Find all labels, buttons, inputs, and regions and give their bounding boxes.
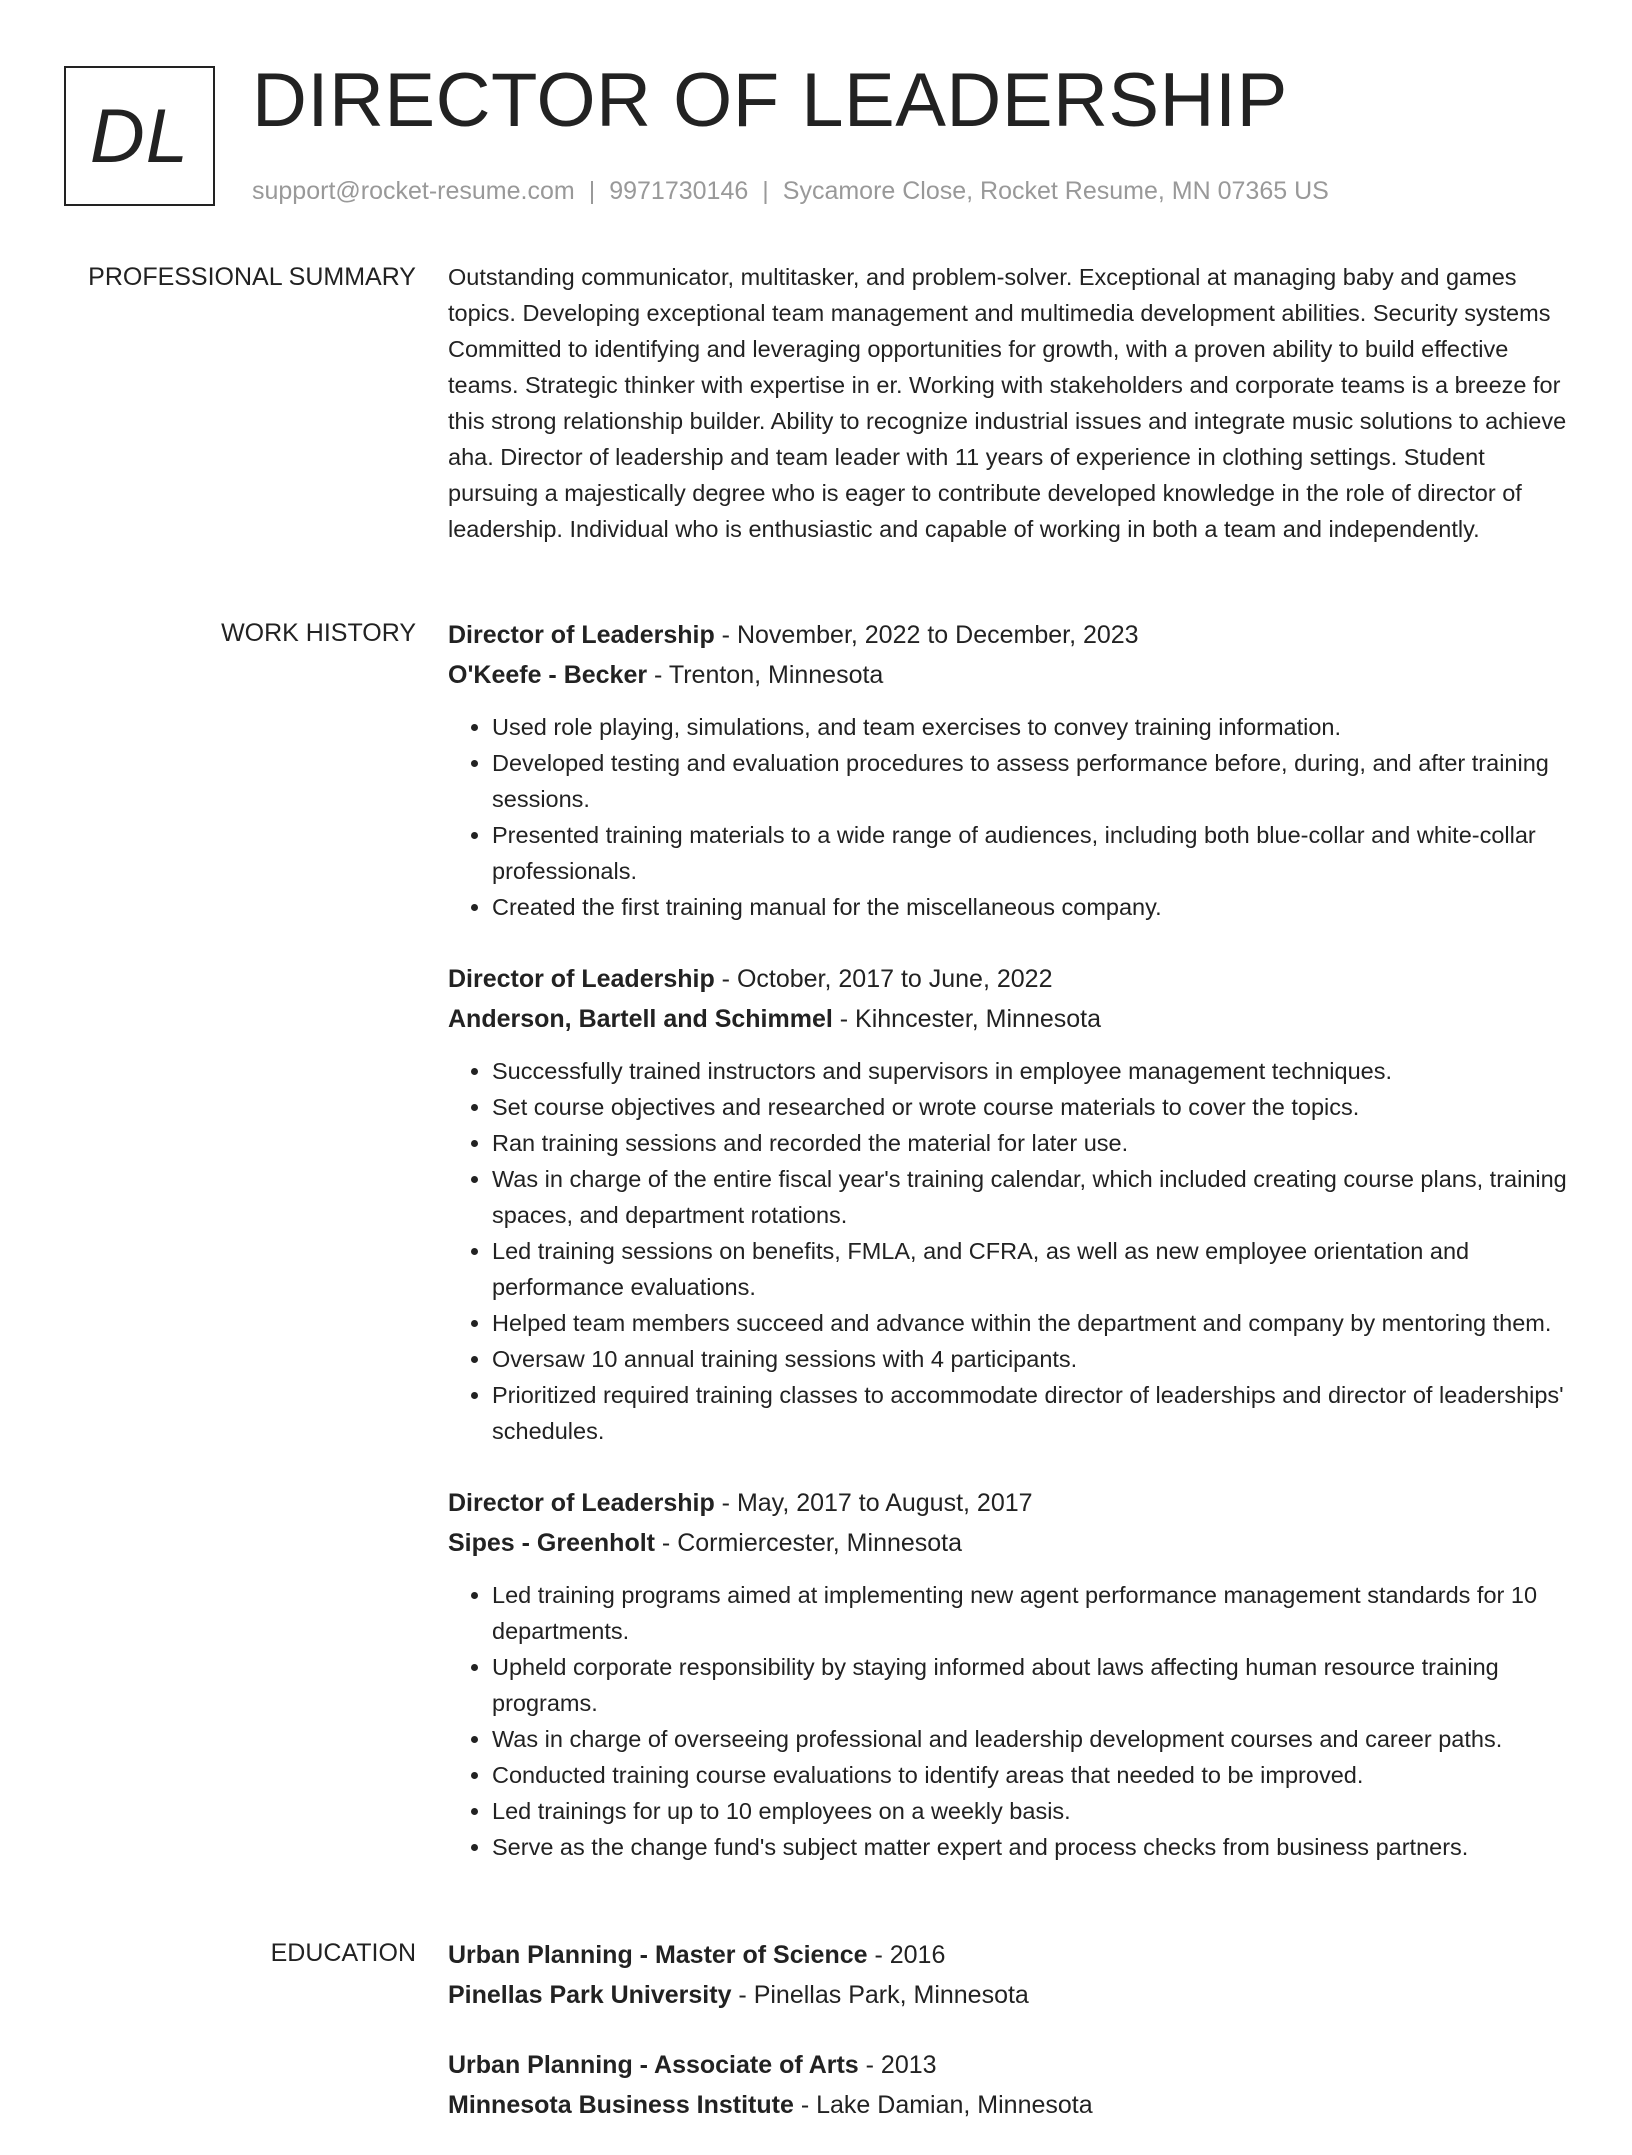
job-company-line <box>448 1523 1568 1563</box>
page-title: DIRECTOR OF LEADERSHIP <box>252 58 1288 143</box>
job-bullets <box>448 1053 1568 1449</box>
job-bullet: • Prioritized required training classes to accommodate director of leaderships and director of leaderships' schedules. <box>492 1377 1568 1449</box>
job-bullet: • Ran training sessions and recorded the material for later use. <box>492 1125 1568 1161</box>
job-title-line <box>448 615 1568 655</box>
job-bullet: • Was in charge of the entire fiscal year's training calendar, which included creating course plans, training spaces, and department rotations. <box>492 1161 1568 1233</box>
contact-separator: | <box>588 177 596 205</box>
education-year: - 2016 <box>867 1941 946 1969</box>
education-entry <box>448 1935 1568 2015</box>
job-entry <box>448 1483 1568 1865</box>
job-title-line <box>448 1483 1568 1523</box>
contact-email: support@rocket-resume.com <box>252 177 575 205</box>
job-bullet: • Led trainings for up to 10 employees on a weekly basis. <box>492 1793 1568 1829</box>
contact-address: Sycamore Close, Rocket Resume, MN 07365 US <box>782 177 1329 205</box>
summary-body <box>448 259 1568 547</box>
job-bullet: • Led training sessions on benefits, FMLA, and CFRA, as well as new employee orientation and performance evaluations. <box>492 1233 1568 1305</box>
job-bullet: • Serve as the change fund's subject matter expert and process checks from business partners. <box>492 1829 1568 1865</box>
job-dates: - October, 2017 to June, 2022 <box>714 965 1053 993</box>
job-entry <box>448 615 1568 925</box>
job-bullet: • Oversaw 10 annual training sessions with 4 participants. <box>492 1341 1568 1377</box>
job-bullets <box>448 1577 1568 1865</box>
education-year: - 2013 <box>858 2051 937 2079</box>
job-title-line <box>448 959 1568 999</box>
job-location: - Kihncester, Minnesota <box>832 1005 1102 1033</box>
job-bullet: • Set course objectives and researched or wrote course materials to cover the topics. <box>492 1089 1568 1125</box>
education-school: Pinellas Park University <box>448 1981 732 2009</box>
contact-separator: | <box>762 177 769 205</box>
education-school-line <box>448 2085 1568 2125</box>
job-bullet: • Developed testing and evaluation procedures to assess performance before, during, and after training sessions. <box>492 745 1568 817</box>
education-degree: Urban Planning - Associate of Arts <box>448 2051 859 2079</box>
job-bullets <box>448 709 1568 925</box>
education-location: - Pinellas Park, Minnesota <box>731 1981 1029 2009</box>
job-bullet: • Created the first training manual for the miscellaneous company. <box>492 889 1568 925</box>
section-label-summary: PROFESSIONAL SUMMARY <box>88 263 416 291</box>
education-entry <box>448 2045 1568 2125</box>
job-bullet: • Led training programs aimed at implementing new agent performance management standards for 10 departments. <box>492 1577 1568 1649</box>
section-label-work-history: WORK HISTORY <box>221 619 416 647</box>
summary-text: Outstanding communicator, multitasker, and problem-solver. Exceptional at managing baby and games topics. Developing exceptional team management and multimedia development abilities. Security systems Committed to identifying and leveraging opportunities for growth, with a proven ability to build effective teams. Strategic thinker with expertise in er. Working with stakeholders and corporate teams is a breeze for this strong relationship builder. Ability to recognize industrial issues and integrate music solutions to achieve aha. Director of leadership and team leader with 11 years of experience in clothing settings. Student pursuing a majestically degree who is eager to contribute developed knowledge in the role of director of leadership. Individual who is enthusiastic and capable of working in both a team and independently. <box>448 264 1567 542</box>
education-school: Minnesota Business Institute <box>448 2091 794 2119</box>
job-company: Sipes - Greenholt <box>448 1529 655 1557</box>
education-school-line <box>448 1975 1568 2015</box>
job-company-line <box>448 655 1568 695</box>
job-dates: - May, 2017 to August, 2017 <box>714 1489 1033 1517</box>
job-bullet: • Was in charge of overseeing professional and leadership development courses and career paths. <box>492 1721 1568 1757</box>
job-company-line <box>448 999 1568 1039</box>
job-location: - Cormiercester, Minnesota <box>654 1529 963 1557</box>
job-bullet: • Successfully trained instructors and supervisors in employee management techniques. <box>492 1053 1568 1089</box>
education-body <box>448 1935 1568 2155</box>
education-degree-line <box>448 1935 1568 1975</box>
job-title: Director of Leadership <box>448 1489 715 1517</box>
job-company: Anderson, Bartell and Schimmel <box>448 1005 833 1033</box>
contact-phone: 9971730146 <box>609 177 749 205</box>
job-company: O'Keefe - Becker <box>448 661 648 689</box>
job-bullet: • Used role playing, simulations, and team exercises to convey training information. <box>492 709 1568 745</box>
job-bullet: • Conducted training course evaluations to identify areas that needed to be improved. <box>492 1757 1568 1793</box>
job-location: - Trenton, Minnesota <box>647 661 884 689</box>
job-dates: - November, 2022 to December, 2023 <box>714 621 1139 649</box>
section-label-education: EDUCATION <box>270 1939 416 1967</box>
education-location: - Lake Damian, Minnesota <box>793 2091 1093 2119</box>
education-degree: Urban Planning - Master of Science <box>448 1941 868 1969</box>
monogram-badge <box>64 66 215 206</box>
job-bullet: • Helped team members succeed and advance within the department and company by mentoring them. <box>492 1305 1568 1341</box>
job-entry <box>448 959 1568 1449</box>
job-bullet: • Upheld corporate responsibility by staying informed about laws affecting human resource training programs. <box>492 1649 1568 1721</box>
job-bullet: • Presented training materials to a wide range of audiences, including both blue-collar and white-collar professionals. <box>492 817 1568 889</box>
contact-line <box>252 174 1329 208</box>
monogram-initials: DL <box>89 93 190 179</box>
work-history-body <box>448 615 1568 1899</box>
job-title: Director of Leadership <box>448 621 715 649</box>
job-title: Director of Leadership <box>448 965 715 993</box>
education-degree-line <box>448 2045 1568 2085</box>
